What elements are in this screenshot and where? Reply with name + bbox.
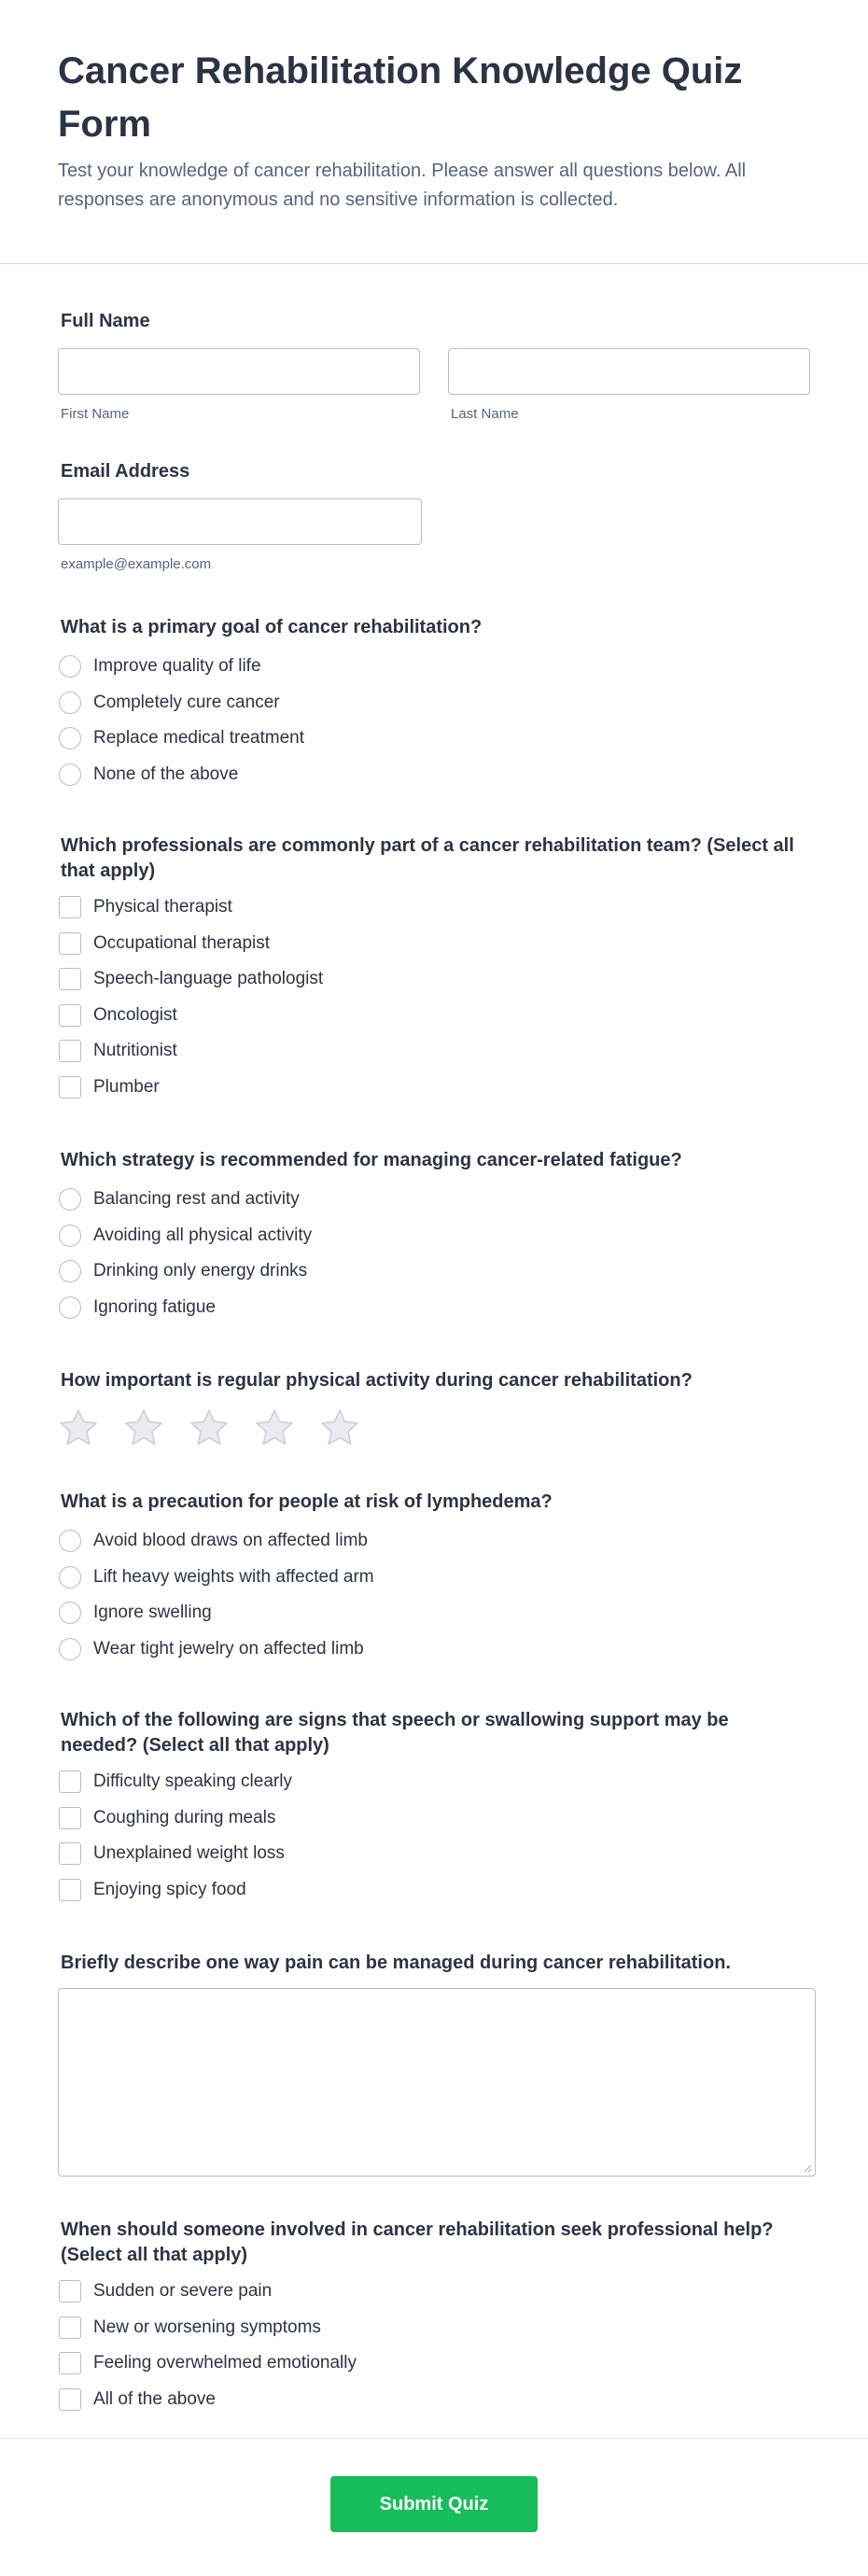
form-content xyxy=(0,307,868,2417)
radio-button[interactable] xyxy=(59,727,81,749)
radio-button[interactable] xyxy=(59,655,81,678)
option-label: New or worsening symptoms xyxy=(93,2317,321,2337)
option-label: Wear tight jewelry on affected limb xyxy=(93,1638,364,1659)
q5-option[interactable] xyxy=(58,1595,810,1631)
star-icon[interactable] xyxy=(319,1407,360,1449)
option-label: Physical therapist xyxy=(93,897,232,917)
radio-button[interactable] xyxy=(59,1530,81,1552)
full-name-field xyxy=(58,307,810,422)
checkbox[interactable] xyxy=(59,968,81,990)
question-2 xyxy=(58,833,810,1105)
star-icon[interactable] xyxy=(123,1407,164,1449)
checkbox[interactable] xyxy=(59,2388,81,2411)
option-label: Enjoying spicy food xyxy=(93,1879,246,1899)
q2-option[interactable] xyxy=(58,1070,810,1106)
submit-quiz-button[interactable]: Submit Quiz xyxy=(330,2476,538,2532)
q1-option[interactable] xyxy=(58,757,810,793)
question-8-options xyxy=(58,2274,810,2417)
form-title: Cancer Rehabilitation Knowledge Quiz Form xyxy=(58,50,743,145)
question-7 xyxy=(58,1949,810,2177)
q5-option[interactable] xyxy=(58,1560,810,1596)
q8-option[interactable] xyxy=(58,2382,810,2418)
q2-option[interactable] xyxy=(58,889,810,926)
q2-option[interactable] xyxy=(58,926,810,962)
checkbox[interactable] xyxy=(59,896,81,918)
q6-option[interactable] xyxy=(58,1872,810,1909)
q3-option[interactable] xyxy=(58,1290,810,1326)
radio-button[interactable] xyxy=(59,1566,81,1589)
question-1-options xyxy=(58,649,810,792)
question-1 xyxy=(58,613,810,792)
last-name-input[interactable] xyxy=(448,348,810,395)
question-6-label: Which of the following are signs that speech or swallowing support may be needed? (Select all that apply) xyxy=(61,1710,729,1756)
radio-button[interactable] xyxy=(59,1638,81,1660)
checkbox[interactable] xyxy=(59,1771,81,1793)
checkbox[interactable] xyxy=(59,1076,81,1099)
q2-option[interactable] xyxy=(58,1033,810,1070)
option-label: Improve quality of life xyxy=(93,656,261,677)
pain-management-textarea[interactable] xyxy=(58,1988,816,2177)
form-subtitle: Test your knowledge of cancer rehabilitation. Please answer all questions below. All responses are anonymous and no sensitive information is collected. xyxy=(58,161,747,210)
option-label: Coughing during meals xyxy=(93,1807,276,1827)
star-icon[interactable] xyxy=(58,1407,99,1449)
last-name-sublabel: Last Name xyxy=(451,406,519,422)
question-5-options xyxy=(58,1523,810,1667)
option-label: Sudden or severe pain xyxy=(93,2281,273,2302)
q8-option[interactable] xyxy=(58,2310,810,2346)
question-3 xyxy=(58,1146,810,1325)
option-label: Avoiding all physical activity xyxy=(93,1225,313,1245)
q1-option[interactable] xyxy=(58,721,810,757)
question-7-label: Briefly describe one way pain can be managed during cancer rehabilitation. xyxy=(61,1953,731,1973)
q3-option[interactable] xyxy=(58,1218,810,1254)
option-label: Ignore swelling xyxy=(93,1603,212,1623)
star-rating xyxy=(58,1404,810,1449)
option-label: Speech-language pathologist xyxy=(93,969,324,989)
radio-button[interactable] xyxy=(59,1260,81,1282)
option-label: Drinking only energy drinks xyxy=(93,1261,308,1281)
option-label: Feeling overwhelmed emotionally xyxy=(93,2353,357,2373)
q6-option[interactable] xyxy=(58,1800,810,1837)
option-label: Occupational therapist xyxy=(93,932,271,953)
q2-option[interactable] xyxy=(58,998,810,1034)
radio-button[interactable] xyxy=(59,1602,81,1624)
option-label: Avoid blood draws on affected limb xyxy=(93,1531,368,1551)
checkbox[interactable] xyxy=(59,2352,81,2374)
q8-option[interactable] xyxy=(58,2274,810,2310)
checkbox[interactable] xyxy=(59,2317,81,2339)
q2-option[interactable] xyxy=(58,961,810,998)
first-name-sublabel: First Name xyxy=(61,406,130,422)
full-name-label: Full Name xyxy=(61,311,150,331)
question-3-options xyxy=(58,1182,810,1325)
question-3-label: Which strategy is recommended for managing cancer-related fatigue? xyxy=(61,1150,682,1170)
option-label: All of the above xyxy=(93,2388,216,2409)
radio-button[interactable] xyxy=(59,1225,81,1247)
q1-option[interactable] xyxy=(58,649,810,685)
email-input[interactable] xyxy=(58,498,422,545)
q5-option[interactable] xyxy=(58,1523,810,1560)
option-label: Completely cure cancer xyxy=(93,692,280,712)
first-name-input[interactable] xyxy=(58,348,420,395)
last-name-col xyxy=(448,348,810,422)
q5-option[interactable] xyxy=(58,1631,810,1668)
q6-option[interactable] xyxy=(58,1836,810,1872)
checkbox[interactable] xyxy=(59,1842,81,1865)
email-col xyxy=(58,498,422,572)
checkbox[interactable] xyxy=(59,932,81,955)
question-4-label: How important is regular physical activity during cancer rehabilitation? xyxy=(61,1370,693,1391)
question-2-label: Which professionals are commonly part of a cancer rehabilitation team? (Select all that apply) xyxy=(61,835,794,881)
radio-button[interactable] xyxy=(59,1188,81,1211)
radio-button[interactable] xyxy=(59,1296,81,1319)
form-header xyxy=(0,0,868,264)
option-label: Replace medical treatment xyxy=(93,728,304,749)
q3-option[interactable] xyxy=(58,1182,810,1218)
q1-option[interactable] xyxy=(58,685,810,721)
checkbox[interactable] xyxy=(59,2280,81,2303)
checkbox[interactable] xyxy=(59,1879,81,1901)
radio-button[interactable] xyxy=(59,692,81,714)
option-label: Plumber xyxy=(93,1076,160,1097)
q8-option[interactable] xyxy=(58,2345,810,2382)
question-6-options xyxy=(58,1764,810,1908)
email-field xyxy=(58,457,810,572)
email-sublabel: example@example.com xyxy=(61,556,212,572)
option-label: Balancing rest and activity xyxy=(93,1189,300,1210)
option-label: Nutritionist xyxy=(93,1041,177,1061)
question-5 xyxy=(58,1488,810,1667)
resize-grip-icon[interactable] xyxy=(803,2163,812,2173)
question-4 xyxy=(58,1366,810,1449)
question-1-label: What is a primary goal of cancer rehabilitation? xyxy=(61,617,483,637)
name-row xyxy=(58,348,810,422)
email-label: Email Address xyxy=(61,461,190,482)
question-5-label: What is a precaution for people at risk of lymphedema? xyxy=(61,1491,553,1512)
checkbox[interactable] xyxy=(59,1004,81,1027)
q6-option[interactable] xyxy=(58,1764,810,1800)
radio-button[interactable] xyxy=(59,763,81,786)
checkbox[interactable] xyxy=(59,1807,81,1829)
star-icon[interactable] xyxy=(254,1407,295,1449)
question-2-options xyxy=(58,889,810,1105)
option-label: Oncologist xyxy=(93,1004,177,1025)
star-icon[interactable] xyxy=(189,1407,230,1449)
question-8-label: When should someone involved in cancer rehabilitation seek professional help? (Select all that apply) xyxy=(61,2219,774,2265)
checkbox[interactable] xyxy=(59,1040,81,1062)
first-name-col xyxy=(58,348,420,422)
form-footer xyxy=(0,2438,868,2532)
option-label: Lift heavy weights with affected arm xyxy=(93,1566,374,1587)
question-6 xyxy=(58,1708,810,1908)
option-label: Difficulty speaking clearly xyxy=(93,1771,292,1792)
question-8 xyxy=(58,2218,810,2417)
option-label: Ignoring fatigue xyxy=(93,1296,216,1317)
option-label: Unexplained weight loss xyxy=(93,1843,285,1864)
option-label: None of the above xyxy=(93,763,239,784)
q3-option[interactable] xyxy=(58,1253,810,1290)
